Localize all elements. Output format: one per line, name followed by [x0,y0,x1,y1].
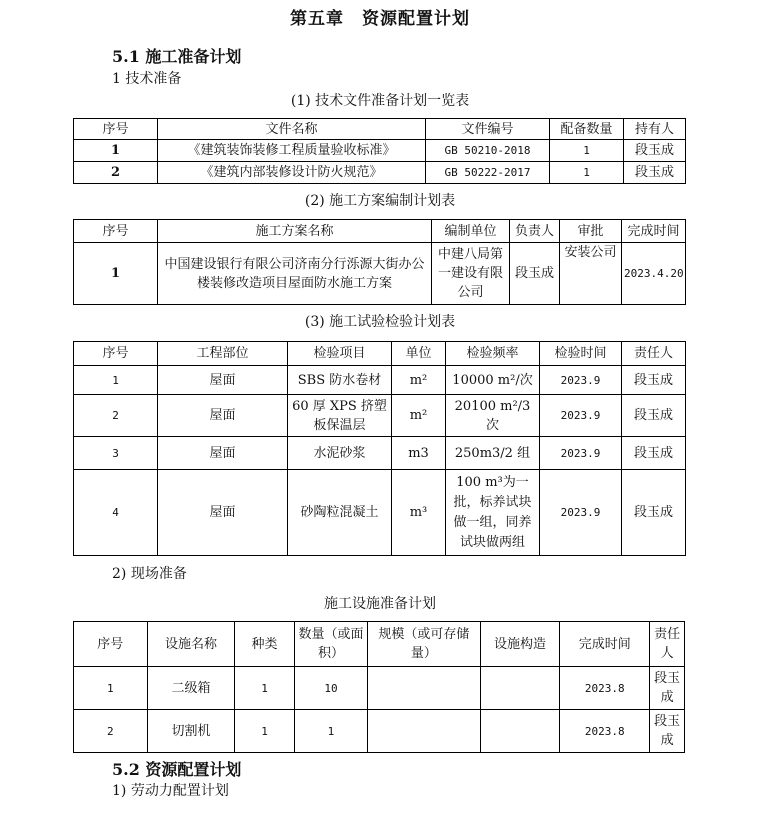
table-row [74,140,686,162]
table-header-cell: 编制单位 [432,220,510,243]
table-header-cell: 序号 [74,119,158,140]
table-cell: m3 [392,437,446,470]
table-row [74,243,686,305]
table4-caption: 施工设施准备计划 [324,596,436,612]
table-cell: GB 50222-2017 [426,162,550,184]
table-cell: 段玉成 [622,395,686,437]
table-cell: 段玉成 [622,437,686,470]
table-row [74,395,686,437]
table-cell: 20100 m²/3 次 [446,395,540,437]
table-cell: m² [392,395,446,437]
subheading-labor-plan: 1) 劳动力配置计划 [112,783,229,799]
table-row [74,437,686,470]
table-cell: 1 [74,140,158,162]
table-header-cell: 文件名称 [158,119,426,140]
table-cell: 2 [74,162,158,184]
table-cell: 1 [235,667,294,710]
table-header-cell: 检验频率 [446,342,540,366]
table-cell: 段玉成 [622,366,686,395]
table3-caption: (3) 施工试验检验计划表 [304,314,456,330]
table-cell [368,710,480,753]
table-cell: 段玉成 [510,243,560,305]
facilities-prep-table [73,621,685,753]
table-header-cell: 种类 [235,622,294,667]
table-header-cell: 数量（或面积） [294,622,368,667]
table-cell: m² [392,366,446,395]
table-row [74,710,685,753]
table-cell: 水泥砂浆 [288,437,392,470]
table-cell: 段玉成 [650,667,685,710]
table-cell: 2023.8 [560,667,650,710]
table-cell: 《建筑内部装修设计防火规范》 [158,162,426,184]
table-cell: 二级箱 [147,667,235,710]
table-header-cell: 文件编号 [426,119,550,140]
table-row [74,470,686,556]
table-header-cell: 检验项目 [288,342,392,366]
test-inspection-table [73,341,686,556]
table-cell: 2 [74,710,148,753]
section-heading-5-2: 5.2 资源配置计划 [112,760,242,779]
table-header-cell: 完成时间 [560,622,650,667]
table-cell: 1 [294,710,368,753]
table-cell: 2023.9 [540,366,622,395]
table-cell: 《建筑装饰装修工程质量验收标准》 [158,140,426,162]
table-cell: 中国建设银行有限公司济南分行泺源大街办公楼装修改造项目屋面防水施工方案 [158,243,432,305]
table-header-cell: 配备数量 [550,119,624,140]
table-cell: 10 [294,667,368,710]
table-cell: 2023.9 [540,470,622,556]
table-cell: 屋面 [158,470,288,556]
table2-caption: (2) 施工方案编制计划表 [304,193,456,209]
table-header-cell: 序号 [74,342,158,366]
table-cell: 2023.8 [560,710,650,753]
table-cell: 段玉成 [624,162,686,184]
table-cell: 段玉成 [650,710,685,753]
table-cell: 1 [74,366,158,395]
tech-docs-table [73,118,686,184]
table-header-cell: 设施名称 [147,622,235,667]
table-cell: 屋面 [158,366,288,395]
table-cell: 1 [74,243,158,305]
table-cell: 中建八局第一建设有限公司 [432,243,510,305]
subheading-technical-prep: 1 技术准备 [112,71,182,87]
table-header-cell: 完成时间 [622,220,686,243]
section-heading-5-1: 5.1 施工准备计划 [112,47,242,66]
table-header-cell: 施工方案名称 [158,220,432,243]
table-cell: 2023.4.20 [622,243,686,305]
table-header-cell: 负责人 [510,220,560,243]
table-cell: 1 [550,162,624,184]
table-cell: 250m3/2 组 [446,437,540,470]
chapter-title: 第五章 资源配置计划 [290,9,470,29]
table-cell: 砂陶粒混凝土 [288,470,392,556]
table-cell: 屋面 [158,437,288,470]
table-cell: 100 m³为一批，标养试块做一组，同养试块做两组 [446,470,540,556]
table-header-cell: 单位 [392,342,446,366]
table-cell: 2023.9 [540,437,622,470]
table-header-cell: 审批 [560,220,622,243]
table-header-cell: 工程部位 [158,342,288,366]
table-cell: 切割机 [147,710,235,753]
table-cell: SBS 防水卷材 [288,366,392,395]
table-header-cell: 责任人 [622,342,686,366]
table-cell: 段玉成 [622,470,686,556]
table-cell: GB 50210-2018 [426,140,550,162]
table-header-cell: 持有人 [624,119,686,140]
table-cell: 1 [550,140,624,162]
table-row [74,162,686,184]
table-row [74,366,686,395]
table-cell [368,667,480,710]
table-cell: 60 厚 XPS 挤塑板保温层 [288,395,392,437]
table-header-cell: 检验时间 [540,342,622,366]
table-header-cell: 序号 [74,622,148,667]
table-cell [480,710,560,753]
construction-plan-table [73,219,686,305]
table-cell: 2 [74,395,158,437]
subheading-site-prep: 2) 现场准备 [112,566,187,582]
table-cell: 4 [74,470,158,556]
table-header-cell: 责任人 [650,622,685,667]
table-cell: 3 [74,437,158,470]
table-cell: 10000 m²/次 [446,366,540,395]
table-cell: 屋面 [158,395,288,437]
table1-caption: (1) 技术文件准备计划一览表 [290,93,470,109]
table-row [74,667,685,710]
table-cell: 1 [74,667,148,710]
table-cell: m³ [392,470,446,556]
table-cell: 段玉成 [624,140,686,162]
table-header-cell: 序号 [74,220,158,243]
table-header-cell: 设施构造 [480,622,560,667]
table-cell [480,667,560,710]
table-header-cell: 规模（或可存储量） [368,622,480,667]
table-cell: 安装公司 [560,243,622,305]
table-cell: 1 [235,710,294,753]
table-cell: 2023.9 [540,395,622,437]
